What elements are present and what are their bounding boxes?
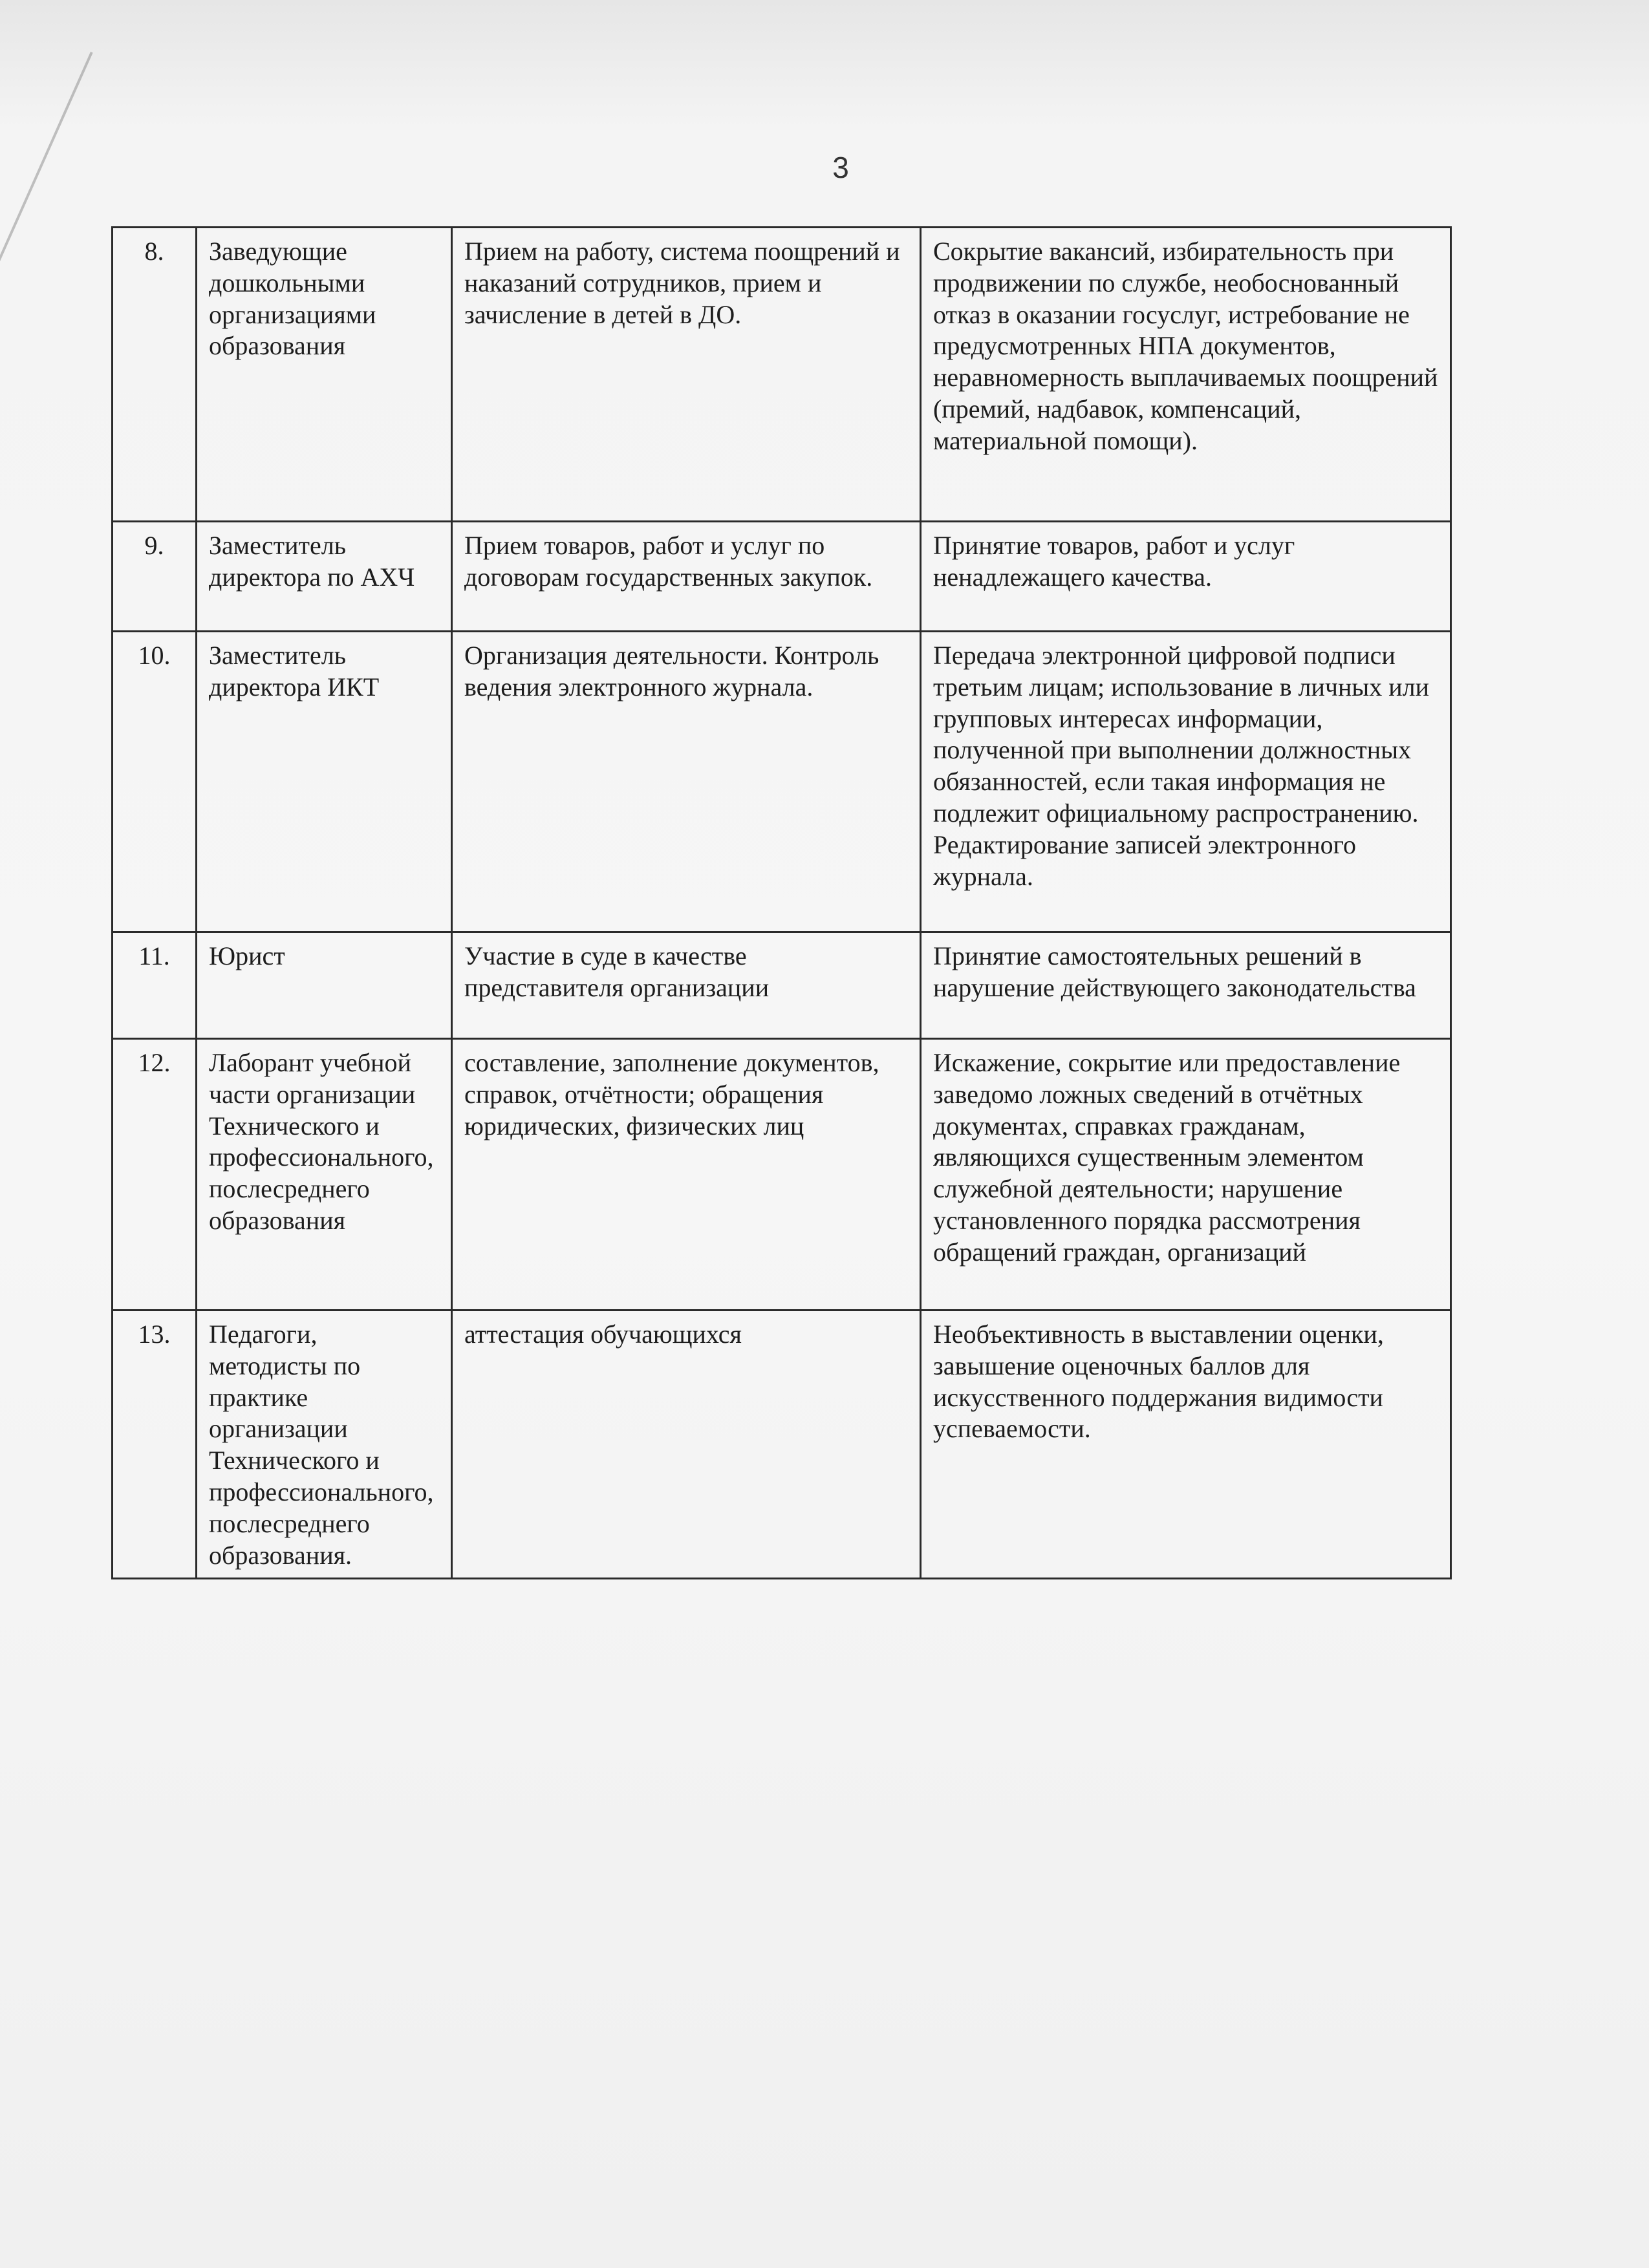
- function-cell: составление, заполнение документов, справок, отчётности; обращения юридических, физических лиц: [452, 1039, 921, 1311]
- table-row: [113, 632, 1451, 932]
- table-row: [113, 932, 1451, 1039]
- position-cell: Заведующие дошкольными организациями образования: [197, 228, 452, 522]
- row-number: 12.: [113, 1039, 197, 1311]
- table-row: [113, 228, 1451, 522]
- row-number: 11.: [113, 932, 197, 1039]
- risk-cell: Необъективность в выставлении оценки, завышение оценочных баллов для искусственного поддержания видимости успеваемости.: [921, 1311, 1451, 1579]
- position-cell: Педагоги, методисты по практике организации Технического и профессионального, послесреднего образования.: [197, 1311, 452, 1579]
- function-cell: Участие в суде в качестве представителя организации: [452, 932, 921, 1039]
- scan-artifact-line: [0, 52, 93, 277]
- function-cell: Организация деятельности. Контроль ведения электронного журнала.: [452, 632, 921, 932]
- row-number: 13.: [113, 1311, 197, 1579]
- position-cell: Лаборант учебной части организации Технического и профессионального, послесреднего образования: [197, 1039, 452, 1311]
- row-number: 8.: [113, 228, 197, 522]
- risk-cell: Принятие товаров, работ и услуг ненадлежащего качества.: [921, 522, 1451, 632]
- function-cell: Прием на работу, система поощрений и наказаний сотрудников, прием и зачисление в детей в ДО.: [452, 228, 921, 522]
- row-number: 9.: [113, 522, 197, 632]
- table-row: [113, 522, 1451, 632]
- risk-cell: Сокрытие вакансий, избирательность при продвижении по службе, необоснованный отказ в оказании госуслуг, истребование не предусмотренных НПА документов, неравномерность выплачиваемых поощрений (премий, надбавок, компенсаций, материальной помощи).: [921, 228, 1451, 522]
- position-cell: Юрист: [197, 932, 452, 1039]
- table-row: [113, 1039, 1451, 1311]
- table-row: [113, 1311, 1451, 1579]
- function-cell: Прием товаров, работ и услуг по договорам государственных закупок.: [452, 522, 921, 632]
- position-cell: Заместитель директора ИКТ: [197, 632, 452, 932]
- position-cell: Заместитель директора по АХЧ: [197, 522, 452, 632]
- function-cell: аттестация обучающихся: [452, 1311, 921, 1579]
- row-number: 10.: [113, 632, 197, 932]
- risk-cell: Искажение, сокрытие или предоставление заведомо ложных сведений в отчётных документах, справках гражданам, являющихся существенным элементом служебной деятельности; нарушение установленного порядка рассмотрения обращений граждан, организаций: [921, 1039, 1451, 1311]
- page-number: 3: [832, 151, 849, 184]
- corruption-risk-table: [111, 226, 1452, 1579]
- risk-cell: Передача электронной цифровой подписи третьим лицам; использование в личных или групповых интересах информации, полученной при выполнении должностных обязанностей, если такая информация не подлежит официальному распространению. Редактирование записей электронного журнала.: [921, 632, 1451, 932]
- risk-cell: Принятие самостоятельных решений в нарушение действующего законодательства: [921, 932, 1451, 1039]
